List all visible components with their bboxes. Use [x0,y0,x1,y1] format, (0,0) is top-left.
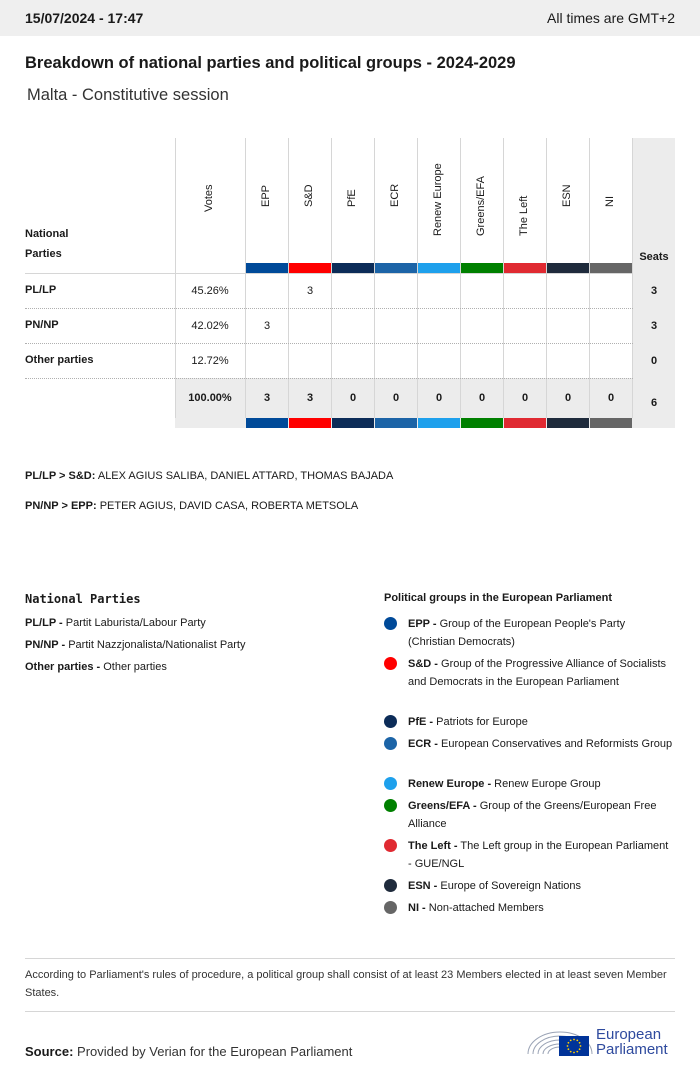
group-color-bar-ecr [375,418,417,428]
total-votes: 100.00% [188,392,232,404]
group-legend-item: NI - Non-attached Members [384,899,674,917]
logo-wordmark: European Parliament [596,1026,668,1058]
group-color-bar-the-left [504,263,546,273]
page-title: Breakdown of national parties and political groups - 2024-2029 [25,54,516,72]
row-votes: 12.72% [191,354,229,367]
total-seat-cell: 3 [263,392,271,404]
group-color-dot [384,839,397,852]
row-party-label: PN/NP [25,319,59,331]
group-header-renew-europe: Renew Europe [431,163,444,236]
row-votes: 45.26% [191,284,229,297]
political-groups-legend-title: Political groups in the European Parliament [384,592,612,604]
group-header-the-left: The Left [517,195,530,236]
row-seat-cell [504,273,546,308]
divider [25,958,675,959]
total-seat-cell: 3 [306,392,314,404]
row-seat-cell [332,273,374,308]
row-votes: 42.02% [191,319,229,332]
group-legend-item: Renew Europe - Renew Europe Group [384,775,674,793]
grand-total-seats: 6 [650,397,658,409]
total-seat-cell: 0 [392,392,400,404]
group-legend-item: ESN - Europe of Sovereign Nations [384,877,674,895]
group-legend-item: S&D - Group of the Progressive Alliance of Socialists and Democrats in the European Parliament [384,655,674,691]
seats-header: Seats [639,251,669,263]
group-color-bar-pfe [332,418,374,428]
row-seat-cell [418,308,460,343]
row-seat-cell [375,308,417,343]
top-bar [0,0,700,36]
row-seat-cell [547,343,589,378]
row-seat-cell [289,308,331,343]
group-color-bar-ni [590,418,632,428]
total-seat-cell: 0 [349,392,357,404]
group-color-dot [384,657,397,670]
total-seat-cell: 0 [478,392,486,404]
group-color-bar-renew-europe [418,263,460,273]
member-line-2: PN/NP > EPP: PETER AGIUS, DAVID CASA, ROBERTA METSOLA [25,500,359,512]
row-seat-cell: 3 [263,319,271,332]
group-color-dot [384,737,397,750]
row-seats-total: 0 [650,354,658,367]
group-color-bar-s-d [289,418,331,428]
group-color-bar-the-left [504,418,546,428]
national-party-legend-item: PN/NP - Partit Nazzjonalista/Nationalist Party [25,639,246,651]
page-subtitle: Malta - Constitutive session [27,86,229,104]
group-header-esn: ESN [560,184,573,207]
row-party-label: PL/LP [25,284,57,296]
national-parties-legend-title: National Parties [25,592,141,606]
votes-header: Votes [203,184,215,212]
group-color-bar-esn [547,263,589,273]
row-seat-cell [590,308,632,343]
row-seat-cell [547,308,589,343]
row-seat-cell [375,273,417,308]
group-legend-item: The Left - The Left group in the European Parliament - GUE/NGL [384,837,674,873]
row-seat-cell: 3 [306,284,314,297]
row-seats-total: 3 [650,284,658,297]
corner-label: National Parties [25,228,69,260]
group-color-bar-epp [246,418,288,428]
group-legend-item: Greens/EFA - Group of the Greens/European Free Alliance [384,797,674,833]
group-color-dot [384,879,397,892]
row-seat-cell [504,308,546,343]
group-color-bar-greens-efa [461,263,503,273]
timestamp: 15/07/2024 - 17:47 [25,10,144,26]
row-seat-cell [418,343,460,378]
group-color-bar-s-d [289,263,331,273]
group-header-ecr: ECR [388,183,401,207]
total-seat-cell: 0 [607,392,615,404]
group-color-bar-ni [590,263,632,273]
row-seat-cell [547,273,589,308]
national-party-legend-item: Other parties - Other parties [25,661,167,673]
row-seat-cell [590,273,632,308]
source-line: Source: Provided by Verian for the European Parliament [25,1044,353,1059]
group-header-s-d: S&D [302,184,315,207]
group-color-dot [384,799,397,812]
footnote: According to Parliament's rules of procedure, a political group shall consist of at least 23 Members elected in at least seven Member States. [25,969,667,999]
group-color-dot [384,715,397,728]
total-seat-cell: 0 [435,392,443,404]
row-seats-total: 3 [650,319,658,332]
national-party-legend-item: PL/LP - Partit Laburista/Labour Party [25,617,206,629]
group-header-pfe: PfE [345,189,358,207]
group-color-bar-greens-efa [461,418,503,428]
group-color-bar-pfe [332,263,374,273]
row-seat-cell [246,273,288,308]
row-seat-cell [289,343,331,378]
row-seat-cell [461,308,503,343]
group-color-dot [384,777,397,790]
group-color-dot [384,901,397,914]
row-seat-cell [590,343,632,378]
timezone-note: All times are GMT+2 [547,10,675,26]
row-seat-cell [375,343,417,378]
row-seat-cell [461,273,503,308]
group-legend-item: ECR - European Conservatives and Reformists Group [384,735,674,753]
group-color-bar-renew-europe [418,418,460,428]
group-header-epp: EPP [259,184,272,207]
row-seat-cell [332,343,374,378]
row-seat-cell [461,343,503,378]
total-seat-cell: 0 [521,392,529,404]
group-color-bar-ecr [375,263,417,273]
group-header-greens-efa: Greens/EFA [474,176,487,236]
divider [25,1011,675,1012]
row-seat-cell [504,343,546,378]
group-legend-item: PfE - Patriots for Europe [384,713,674,731]
row-seat-cell [332,308,374,343]
row-party-label: Other parties [25,354,94,366]
group-color-bar-epp [246,263,288,273]
row-seat-cell [418,273,460,308]
total-seat-cell: 0 [564,392,572,404]
group-color-dot [384,617,397,630]
member-line-1: PL/LP > S&D: ALEX AGIUS SALIBA, DANIEL ATTARD, THOMAS BAJADA [25,470,394,482]
row-seat-cell [246,343,288,378]
group-legend-item: EPP - Group of the European People's Party (Christian Democrats) [384,615,674,651]
group-header-ni: NI [603,196,616,207]
group-color-bar-esn [547,418,589,428]
